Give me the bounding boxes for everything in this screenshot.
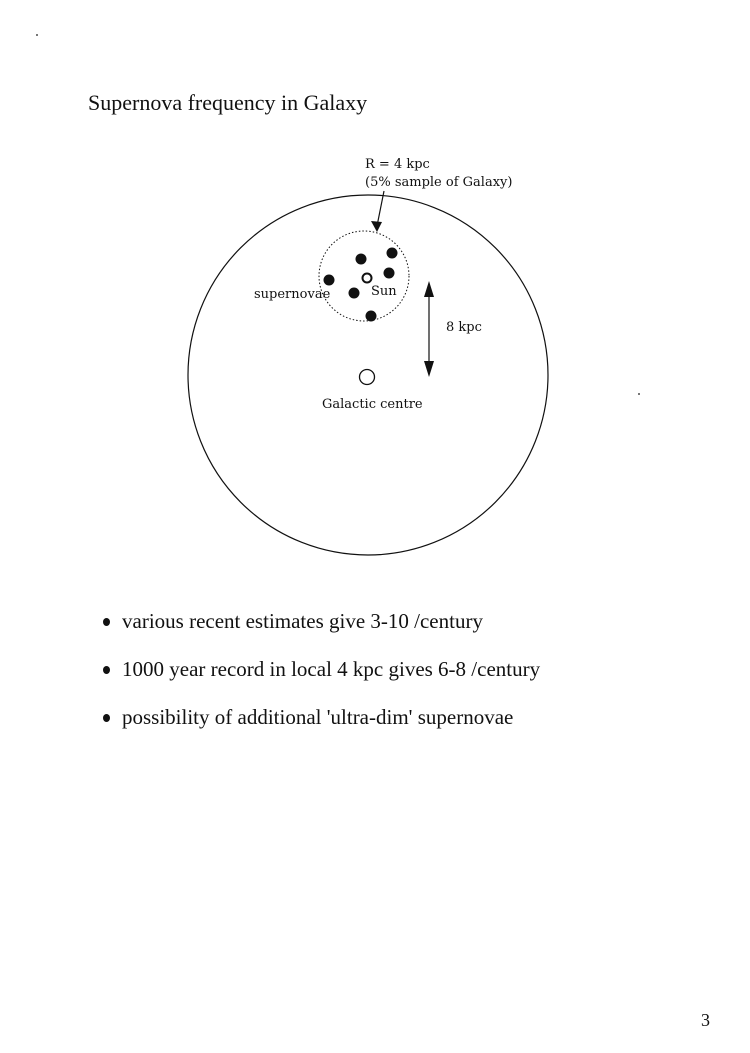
supernovae-label: supernovae — [254, 287, 331, 302]
supernova-marker — [349, 288, 360, 299]
page-title: Supernova frequency in Galaxy — [88, 90, 368, 115]
supernova-marker — [366, 311, 377, 322]
bullet-item — [100, 702, 540, 750]
bullet-text: possibility of additional 'ultra-dim' supernovae — [122, 705, 514, 729]
sample-pointer-arrow — [377, 191, 384, 226]
distance-arrowhead-bottom — [424, 361, 434, 377]
page-number: 3 — [701, 1010, 710, 1030]
sample-pointer-arrowhead — [371, 221, 382, 232]
bullet-list — [100, 606, 540, 750]
bullet-dot-icon — [103, 714, 110, 722]
radius-label: R = 4 kpc — [365, 157, 430, 172]
sun-label: Sun — [371, 284, 397, 299]
bullet-item — [100, 606, 540, 654]
supernova-marker — [324, 275, 335, 286]
galactic-centre-marker — [360, 370, 375, 385]
supernova-marker — [387, 248, 398, 259]
distance-label: 8 kpc — [446, 320, 482, 335]
bullet-text: various recent estimates give 3-10 /century — [122, 609, 483, 633]
distance-arrowhead-top — [424, 281, 434, 297]
bullet-text: 1000 year record in local 4 kpc gives 6-8 /century — [122, 657, 541, 681]
sun-marker — [363, 274, 372, 283]
sample-label: (5% sample of Galaxy) — [365, 175, 513, 190]
supernova-marker — [356, 254, 367, 265]
bullet-item — [100, 654, 540, 702]
bullet-dot-icon — [103, 618, 110, 626]
galactic-centre-label: Galactic centre — [322, 397, 423, 412]
supernova-marker — [384, 268, 395, 279]
bullet-dot-icon — [103, 666, 110, 674]
